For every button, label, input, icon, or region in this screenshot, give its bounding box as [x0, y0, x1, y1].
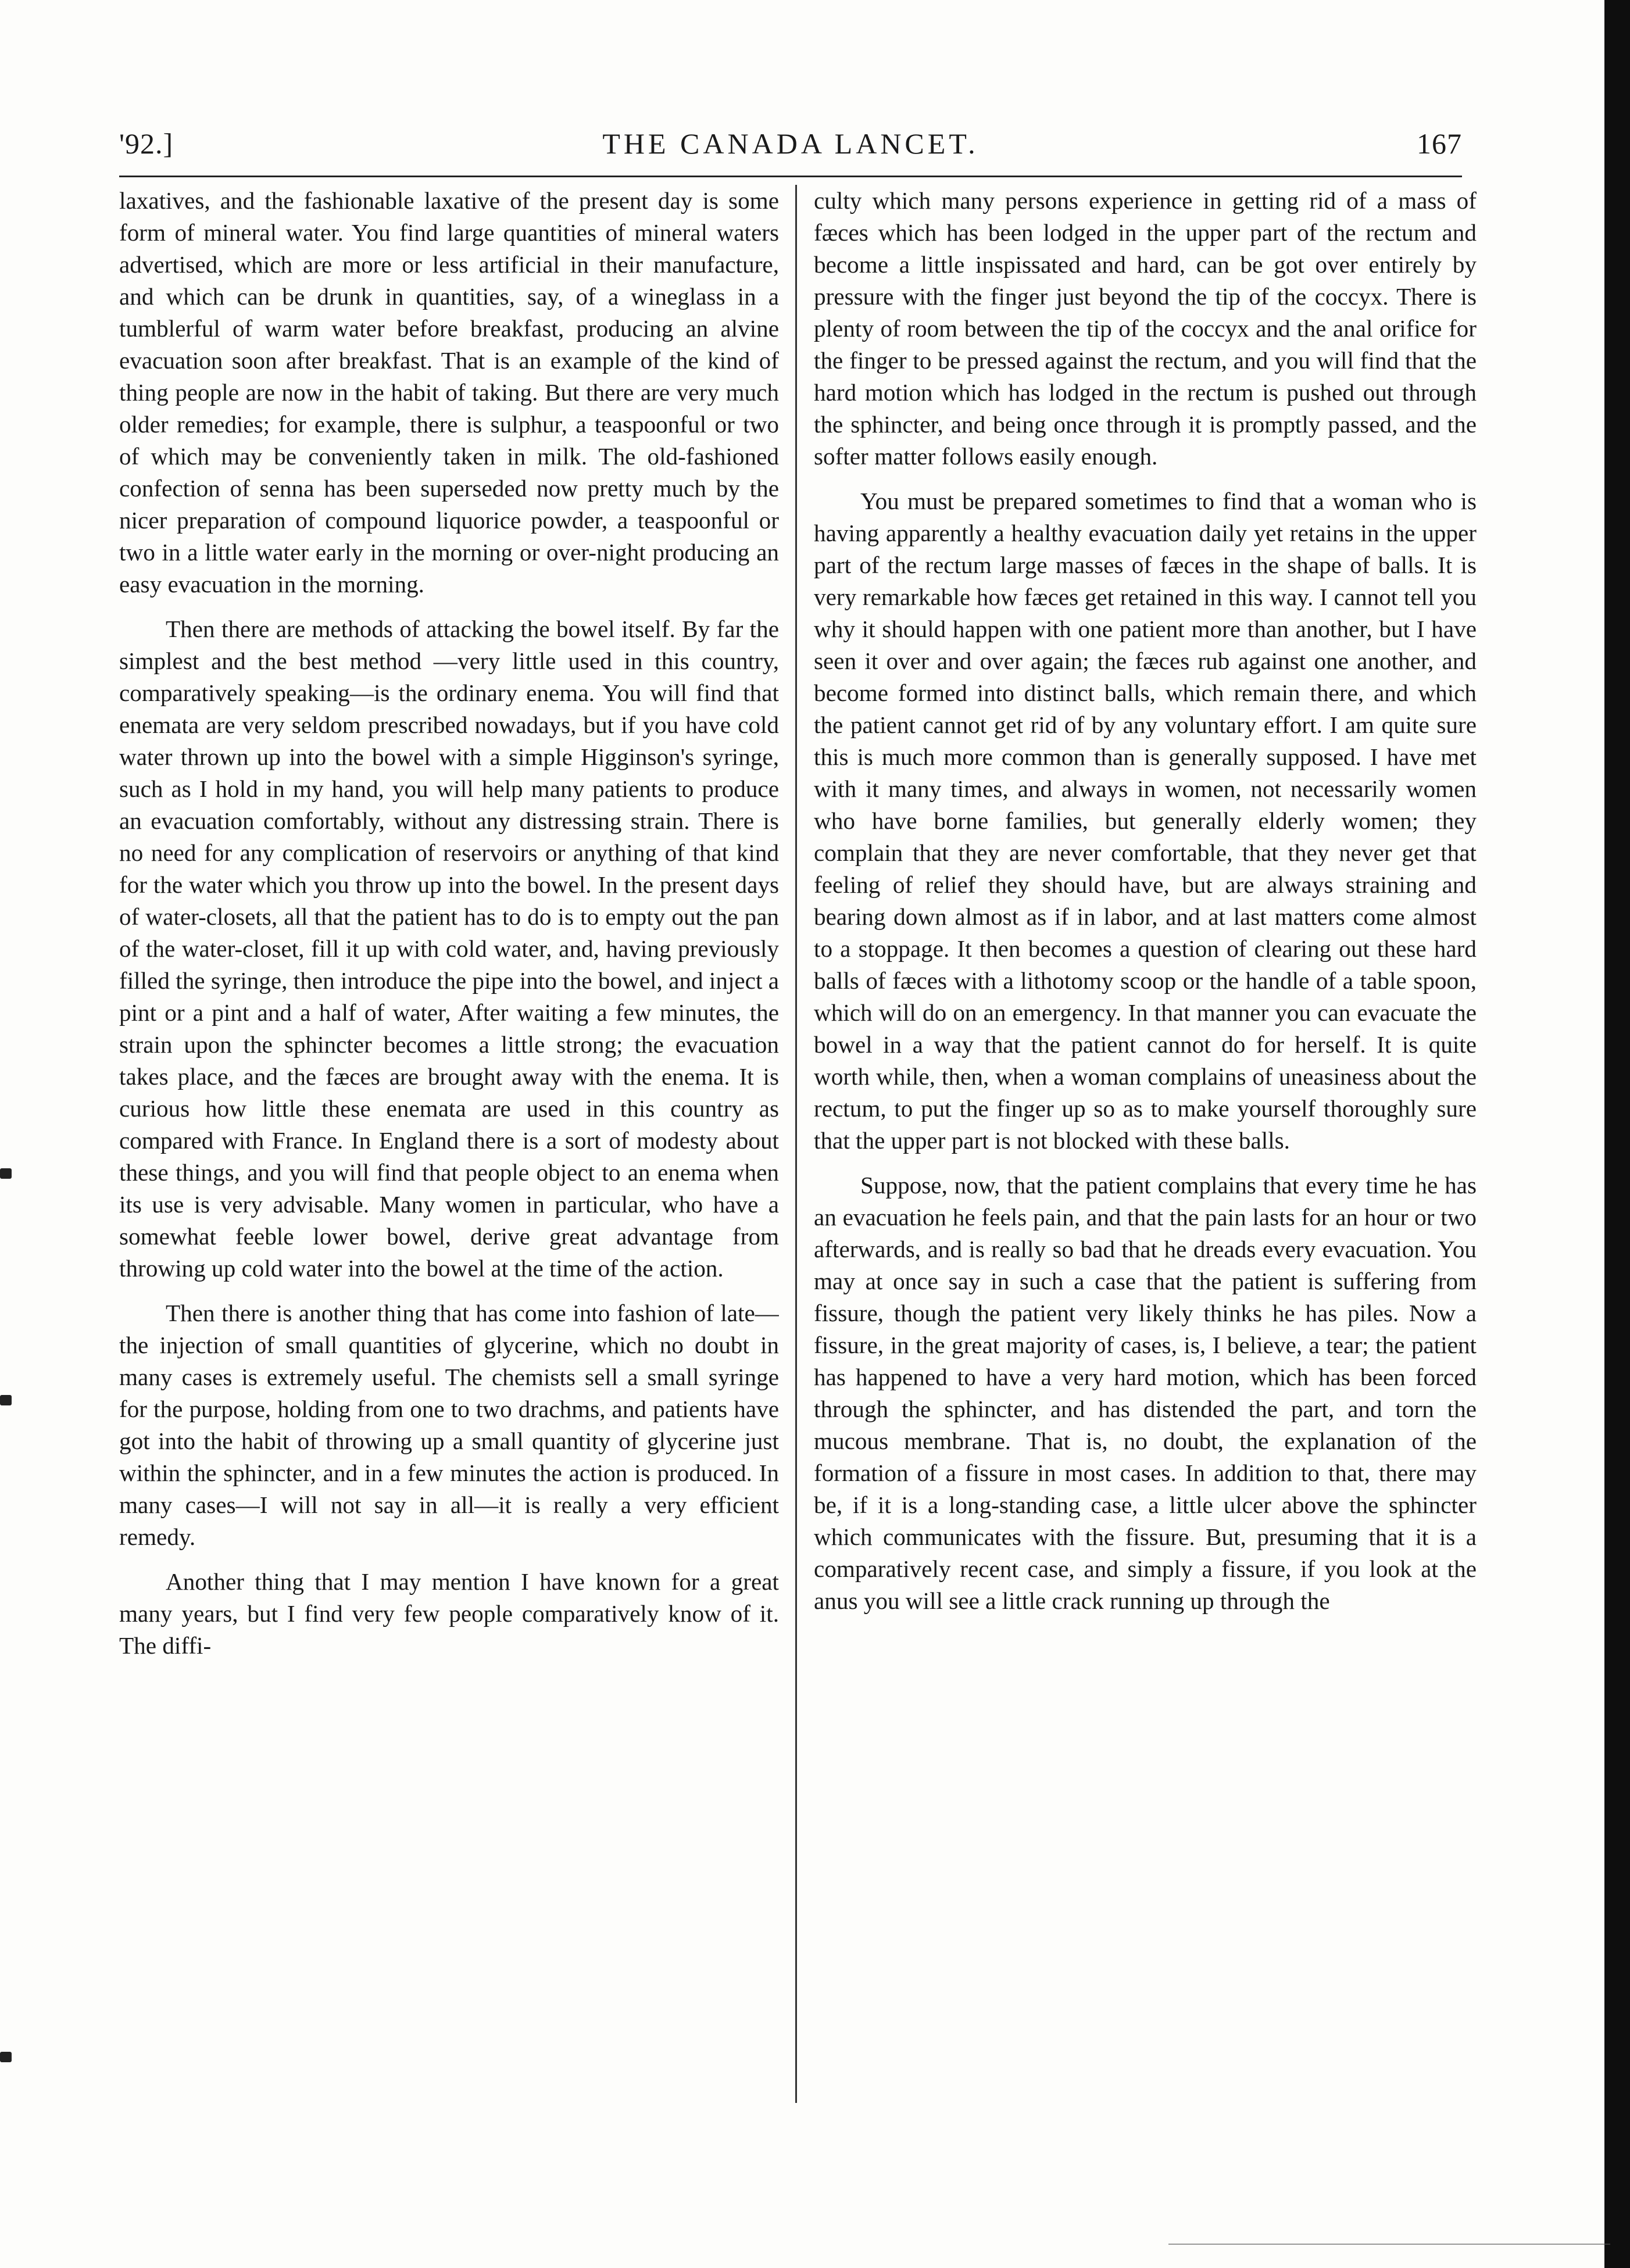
margin-mark: [0, 1395, 12, 1405]
left-column: [119, 185, 779, 2161]
paragraph: You must be prepared sometimes to find that a woman who is having apparently a healthy evacuation daily yet retains in the upper part of the rectum large masses of fæces in the shape of balls. It is very remarkable how fæces get retained in this way. I cannot tell you why it should happen with one patient more than another, but I have seen it over and over again; the fæces rub against one another, and become formed into distinct balls, which remain there, and which the patient cannot get rid of by any voluntary effort. I am quite sure this is much more common than is generally supposed. I have met with it many times, and always in women, not necessarily women who have borne families, but generally elderly women; they complain that they are never comfortable, that they never get that feeling of relief they should have, but are always straining and bearing down almost as if in labor, and at last matters come almost to a stoppage. It then becomes a question of clearing out these hard balls of fæces with a lithotomy scoop or the handle of a table spoon, which will do on an emergency. In that manner you can evacuate the bowel in a way that the patient cannot do for herself. It is quite worth while, then, when a woman complains of uneasiness about the rectum, to put the finger up so as to make yourself thoroughly sure that the upper part is not blocked with these balls.: [814, 488, 1477, 1154]
header-rule: [119, 176, 1462, 177]
column-divider: [795, 185, 797, 2103]
paragraph: Then there is another thing that has come into fashion of late—the injection of small quantities of glycerine, which no doubt in many cases is extremely useful. The chemists sell a small syringe for the purpose, holding from one to two drachms, and patients have got into the habit of throwing up a small quantity of glycerine just within the sphincter, and in a few minutes the action is produced. In many cases—I will not say in all—it is really a very efficient remedy.: [119, 1300, 779, 1550]
paragraph: laxatives, and the fashionable laxative of the present day is some form of mineral water. You find large quantities of mineral waters advertised, which are more or less artificial in their manufacture, and which can be drunk in quantities, say, of a wineglass in a tumblerful of warm water before breakfast, producing an alvine evacuation soon after breakfast. That is an example of the kind of thing people are now in the habit of taking. But there are very much older remedies; for example, there is sulphur, a teaspoonful or two of which may be conveniently taken in milk. The old-fashioned confection of senna has been superseded now pretty much by the nicer preparation of compound liquorice powder, a teaspoonful or two in a little water early in the morning or over-night producing an easy evacuation in the morning.: [119, 187, 779, 598]
paragraph: Then there are methods of attacking the bowel itself. By far the simplest and the best method —very little used in this country, comparatively speaking—is the ordinary enema. You will find that enemata are very seldom prescribed nowadays, but if you have cold water thrown up into the bowel with a simple Higginson's syringe, such as I hold in my hand, you will help many patients to produce an evacuation comfortably, without any distressing strain. There is no need for any complication of reservoirs or anything of that kind for the water which you throw up into the bowel. In the present days of water-closets, all that the patient has to do is to empty out the pan of the water-closet, fill it up with cold water, and, having previously filled the syringe, then introduce the pipe into the bowel, and inject a pint or a pint and a half of water, After waiting a few minutes, the strain upon the sphincter becomes a little strong; the evacuation takes place, and the fæces are brought away with the enema. It is curious how little these enemata are used in this country as compared with France. In England there is a sort of modesty about these things, and you will find that people object to an enema when its use is very advisable. Many women in particular, who have a somewhat feeble lower bowel, derive great advantage from throwing up cold water into the bowel at the time of the action.: [119, 616, 779, 1282]
journal-title: THE CANADA LANCET.: [602, 127, 979, 160]
page-number: 167: [1417, 127, 1462, 160]
running-header: [119, 127, 1462, 167]
margin-mark: [0, 1168, 12, 1179]
scan-edge-shadow: [1604, 0, 1630, 2268]
paragraph: Suppose, now, that the patient complains that every time he has an evacuation he feels pain, and that the pain lasts for an hour or two afterwards, and is really so bad that he dreads every evacuation. You may at once say in such a case that the patient is suffering from fissure, though the patient very likely thinks he has piles. Now a fissure, in the great majority of cases, is, I believe, a tear; the patient has happened to have a very hard motion, which has been forced through the sphincter, and has distended the part, and torn the mucous membrane. That is, no doubt, the explanation of the formation of a fissure in most cases. In addition to that, there may be, if it is a long-standing case, a little ulcer above the sphincter which communicates with the fissure. But, presuming that it is a comparatively recent case, and simply a fissure, if you look at the anus you will see a little crack running up through the: [814, 1172, 1477, 1614]
right-column: [814, 185, 1477, 2161]
paragraph: culty which many persons experience in getting rid of a mass of fæces which has been lodged in the upper part of the rectum and become a little inspissated and hard, can be got over entirely by pressure with the finger just beyond the tip of the coccyx. There is plenty of room between the tip of the coccyx and the anal orifice for the finger to be pressed against the rectum, and you will find that the hard motion which has lodged in the rectum is pushed out through the sphincter, and being once through it is promptly passed, and the softer matter follows easily enough.: [814, 187, 1477, 470]
bottom-smudge: [1168, 2244, 1610, 2245]
paragraph: Another thing that I may mention I have known for a great many years, but I find very few people comparatively know of it. The diffi-: [119, 1568, 779, 1659]
margin-mark: [0, 2052, 12, 2062]
header-year: '92.]: [119, 127, 174, 160]
